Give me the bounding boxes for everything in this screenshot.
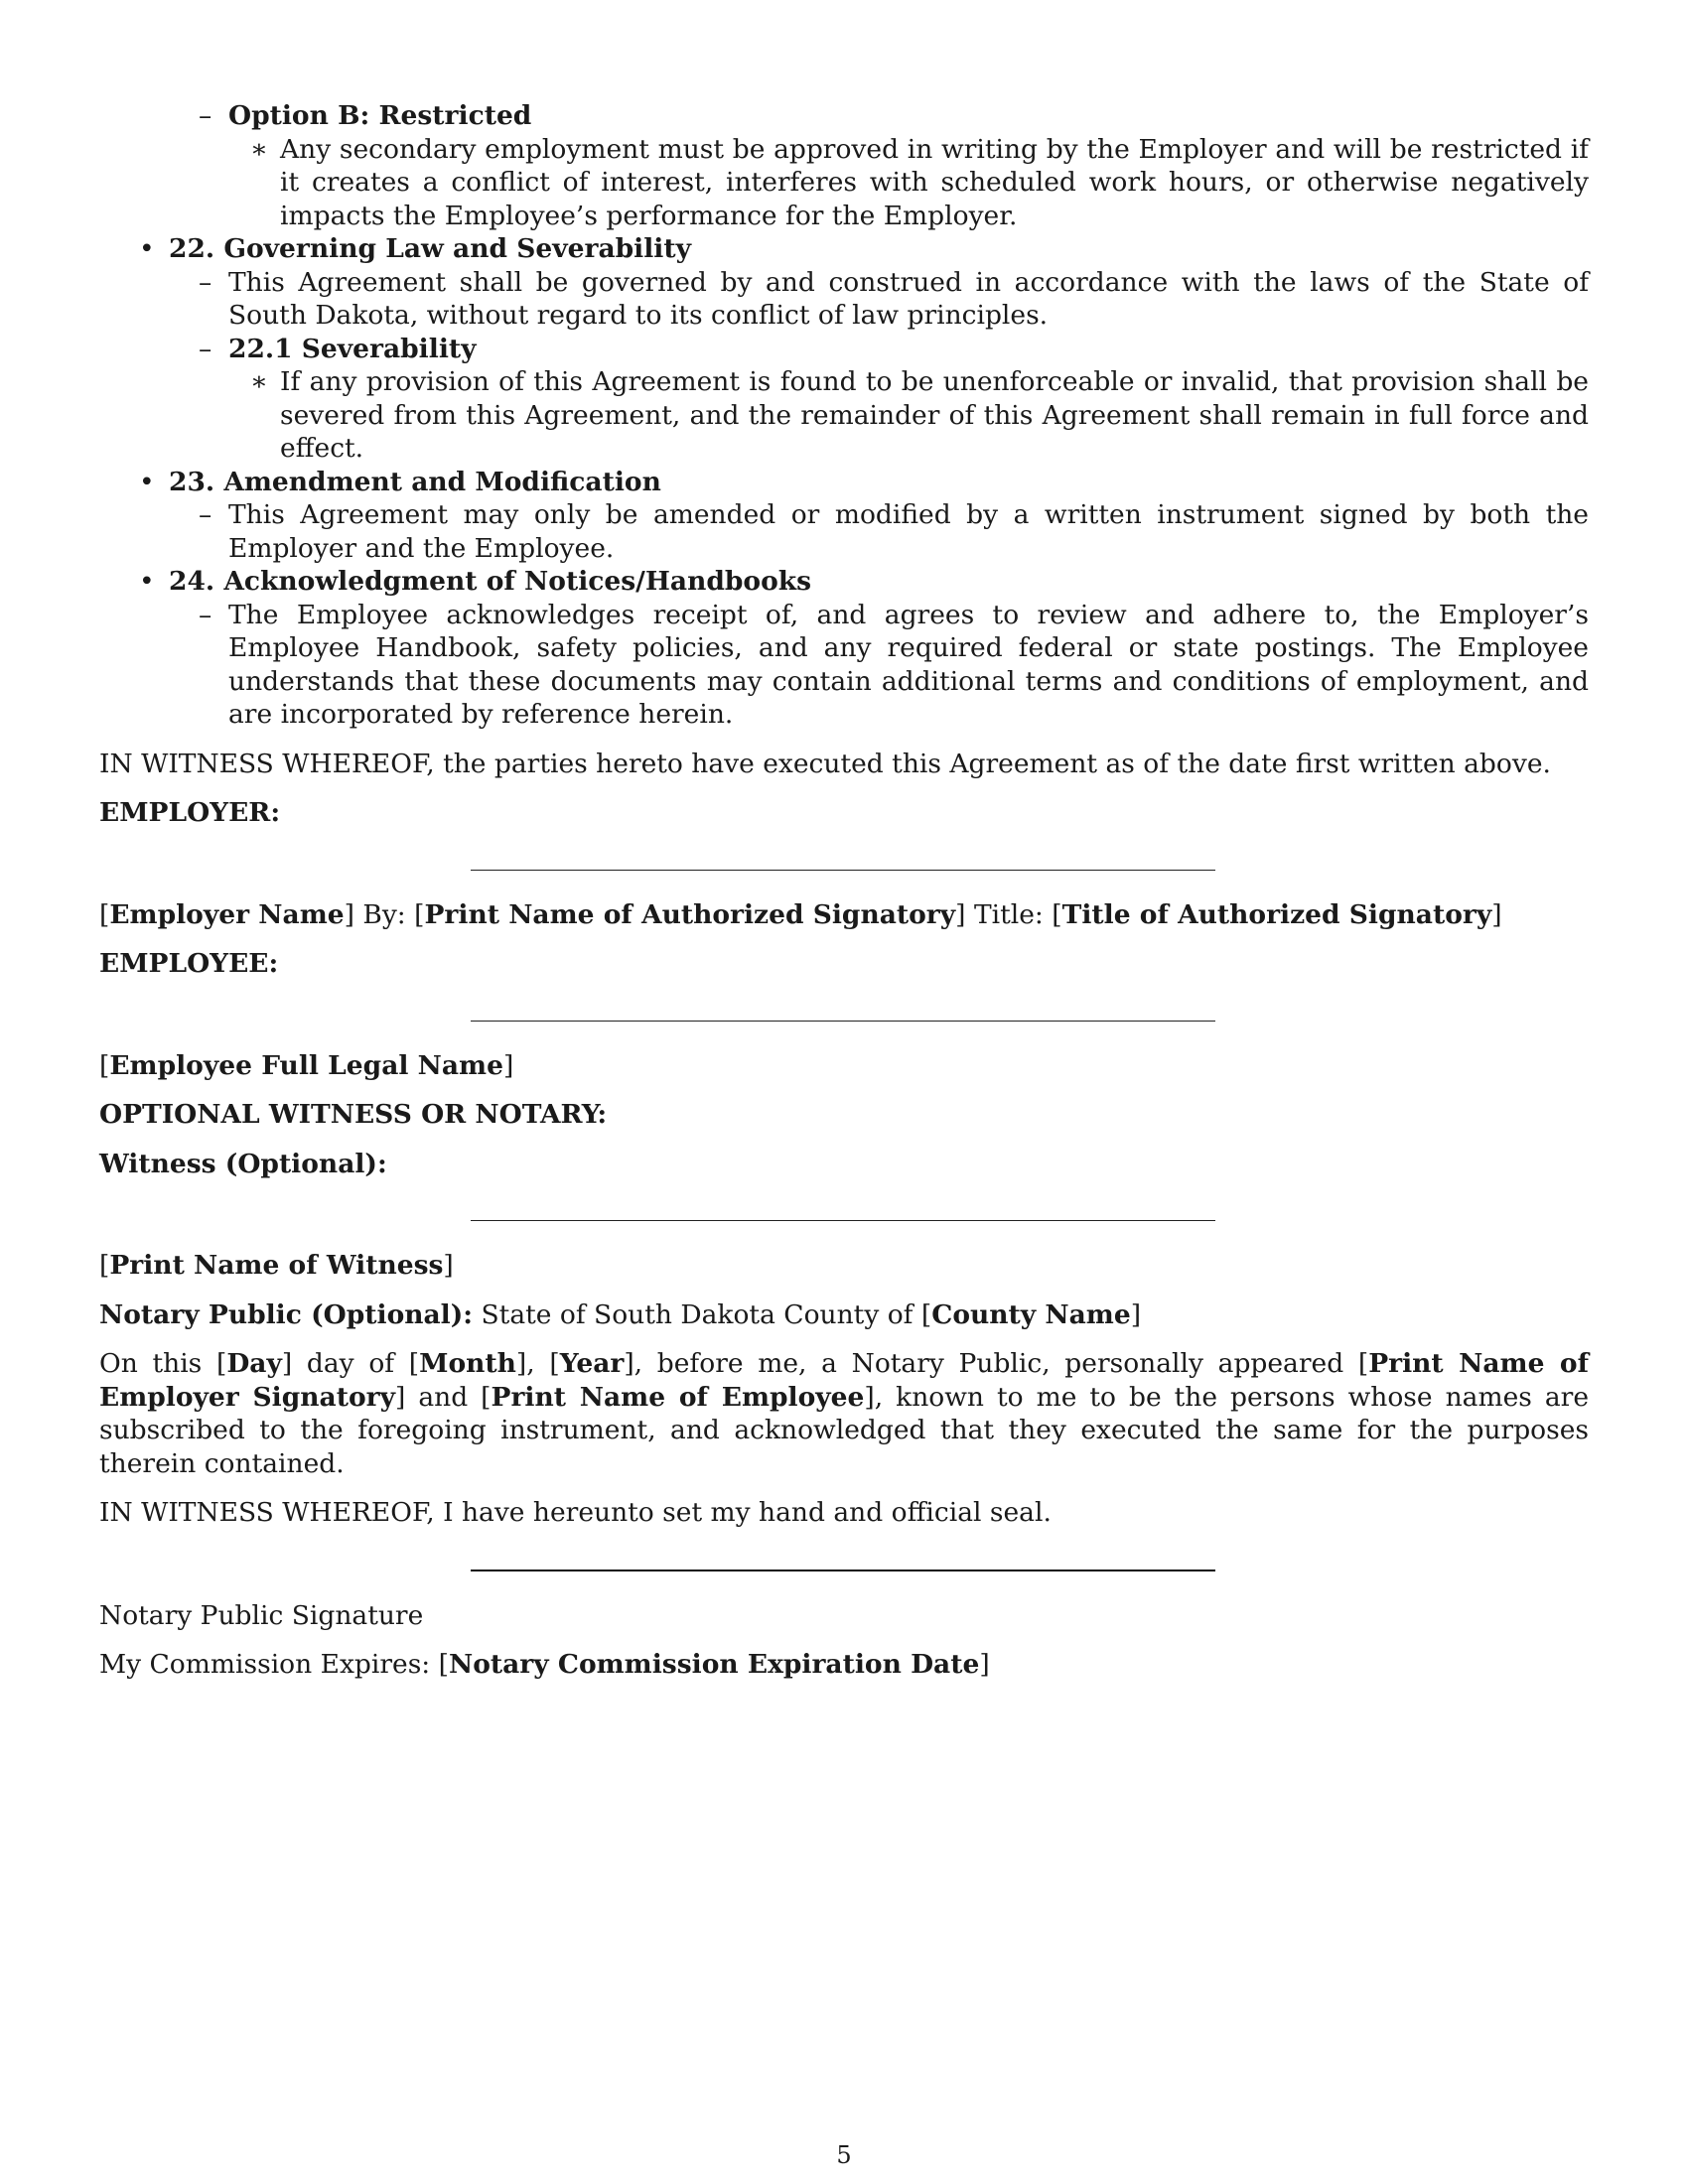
notary-day: Day: [226, 1348, 282, 1379]
notary-signature-label: Notary Public Signature: [99, 1599, 424, 1631]
employee-heading-text: EMPLOYEE:: [99, 948, 279, 979]
notary-commission-date: Notary Commission Expiration Date: [448, 1649, 980, 1680]
section-23-title: 23. Amendment and Modification: [169, 466, 661, 497]
section-22-1-item: [99, 365, 1589, 466]
notary-signature-line: [471, 1570, 1215, 1571]
section-23-item: [99, 498, 1589, 565]
option-b-heading: [99, 99, 1589, 133]
employee-signature-line: [471, 1021, 1215, 1022]
section-24-text: The Employee acknowledges receipt of, and agrees to review and adhere to, the Employer’s Employee Handbook, safety policies, and any required federal or state postings. The Employee understands that these documents may contain additional terms and conditions of employment, and are incorporated by reference herein.: [228, 599, 1589, 730]
dash-marker: –: [199, 333, 212, 364]
bullet-marker: •: [139, 466, 155, 497]
notary-commission: My Commission Expires: [Notary Commission Expiration Date]: [99, 1649, 990, 1680]
section-24-item: [99, 599, 1589, 732]
bullet-marker: •: [139, 233, 155, 264]
section-22-1-text: If any provision of this Agreement is found to be unenforceable or invalid, that provision shall be severed from this Agreement, and the remainder of this Agreement shall remain in full force and effect.: [280, 366, 1589, 464]
employer-details: [Employer Name] By: [Print Name of Authorized Signatory] Title: [Title of Authorized Signatory]: [99, 898, 1502, 930]
notary-seal-text: IN WITNESS WHEREOF, I have hereunto set my hand and official seal.: [99, 1497, 1052, 1528]
section-22-title: 22. Governing Law and Severability: [169, 233, 692, 264]
witness-signature-line: [471, 1220, 1215, 1221]
witness-clause: IN WITNESS WHEREOF, the parties hereto have executed this Agreement as of the date first written above.: [99, 748, 1551, 779]
employee-heading: [99, 947, 1589, 981]
employer-signatory: Print Name of Authorized Signatory: [424, 898, 956, 930]
dash-marker: –: [199, 100, 212, 131]
employee-details: [Employee Full Legal Name]: [99, 1049, 514, 1081]
page-number: 5: [836, 2141, 852, 2169]
section-23-heading: [99, 466, 1589, 499]
section-22-1-title: 22.1 Severability: [228, 333, 477, 364]
notary-text: , before me, a Notary Public, personally appeared: [633, 1348, 1344, 1379]
employer-signatory-title: Title of Authorized Signatory: [1061, 898, 1492, 930]
section-22-1-heading: [99, 333, 1589, 366]
bullet-marker: •: [139, 566, 155, 597]
dash-marker: –: [199, 266, 212, 298]
notary-label: Notary Public (Optional):: [99, 1298, 474, 1330]
notary-year: Year: [559, 1348, 625, 1379]
notary-commission-label: My Commission Expires:: [99, 1649, 431, 1680]
section-22-item: [99, 266, 1589, 333]
section-22-heading: [99, 232, 1589, 266]
optional-heading: [99, 1098, 1589, 1132]
optional-heading-text: OPTIONAL WITNESS OR NOTARY:: [99, 1099, 608, 1130]
notary-acknowledgment: On this [Day] day of [Month], [Year], before me, a Notary Public, personally appeared [Print Name of Employer Signatory] and [Print Name of Employee], known to me to be the persons whose names are subscribed to the foregoing instrument, and acknowledged that they executed the same for the purposes therein contained.: [99, 1348, 1590, 1479]
dash-marker: –: [199, 599, 212, 630]
section-24-heading: [99, 565, 1589, 599]
asterisk-marker: ∗: [250, 133, 269, 165]
notary-state-text: State of South Dakota County of: [481, 1298, 914, 1330]
witness-heading: [99, 1148, 1589, 1181]
witness-details: [Print Name of Witness]: [99, 1250, 454, 1281]
notary-county: County Name: [931, 1298, 1131, 1330]
notary-employee-name: Print Name of Employee: [491, 1381, 865, 1413]
employer-heading: [99, 796, 1589, 830]
employer-signature-line: [471, 870, 1215, 871]
notary-month: Month: [419, 1348, 516, 1379]
dash-marker: –: [199, 499, 212, 530]
witness-name: Print Name of Witness: [109, 1250, 444, 1281]
notary-text: and: [418, 1381, 469, 1413]
notary-text: day of: [306, 1348, 395, 1379]
employer-by-label: By:: [362, 898, 406, 930]
notary-text: , known to me to be the persons whose names are subscribed to the foregoing instrument, and acknowledged that they executed the same for the purposes therein contained.: [99, 1381, 1590, 1479]
document-page: [99, 99, 1589, 1682]
employee-name: Employee Full Legal Name: [109, 1049, 503, 1081]
employer-name: Employer Name: [109, 898, 345, 930]
notary-employer-signatory: Print Name of Employer Signatory: [99, 1348, 1590, 1413]
employer-heading-text: EMPLOYER:: [99, 797, 281, 828]
option-b-title: Option B: Restricted: [228, 100, 532, 131]
witness-heading-text: Witness (Optional):: [99, 1148, 387, 1179]
notary-text: On this: [99, 1348, 203, 1379]
employer-title-label: Title:: [973, 898, 1044, 930]
option-b-text: Any secondary employment must be approved in writing by the Employer and will be restricted if it creates a conflict of interest, interferes with scheduled work hours, or otherwise negatively impacts the Employee’s performance for the Employer.: [280, 133, 1589, 231]
section-22-text: This Agreement shall be governed by and construed in accordance with the laws of the State of South Dakota, without regard to its conflict of law principles.: [228, 266, 1589, 331]
section-24-title: 24. Acknowledgment of Notices/Handbooks: [169, 566, 812, 597]
option-b-item: [99, 133, 1589, 233]
section-23-text: This Agreement may only be amended or modified by a written instrument signed by both the Employer and the Employee.: [228, 499, 1589, 564]
notary-heading: Notary Public (Optional): State of South Dakota County of [County Name]: [99, 1298, 1142, 1330]
asterisk-marker: ∗: [250, 366, 269, 397]
